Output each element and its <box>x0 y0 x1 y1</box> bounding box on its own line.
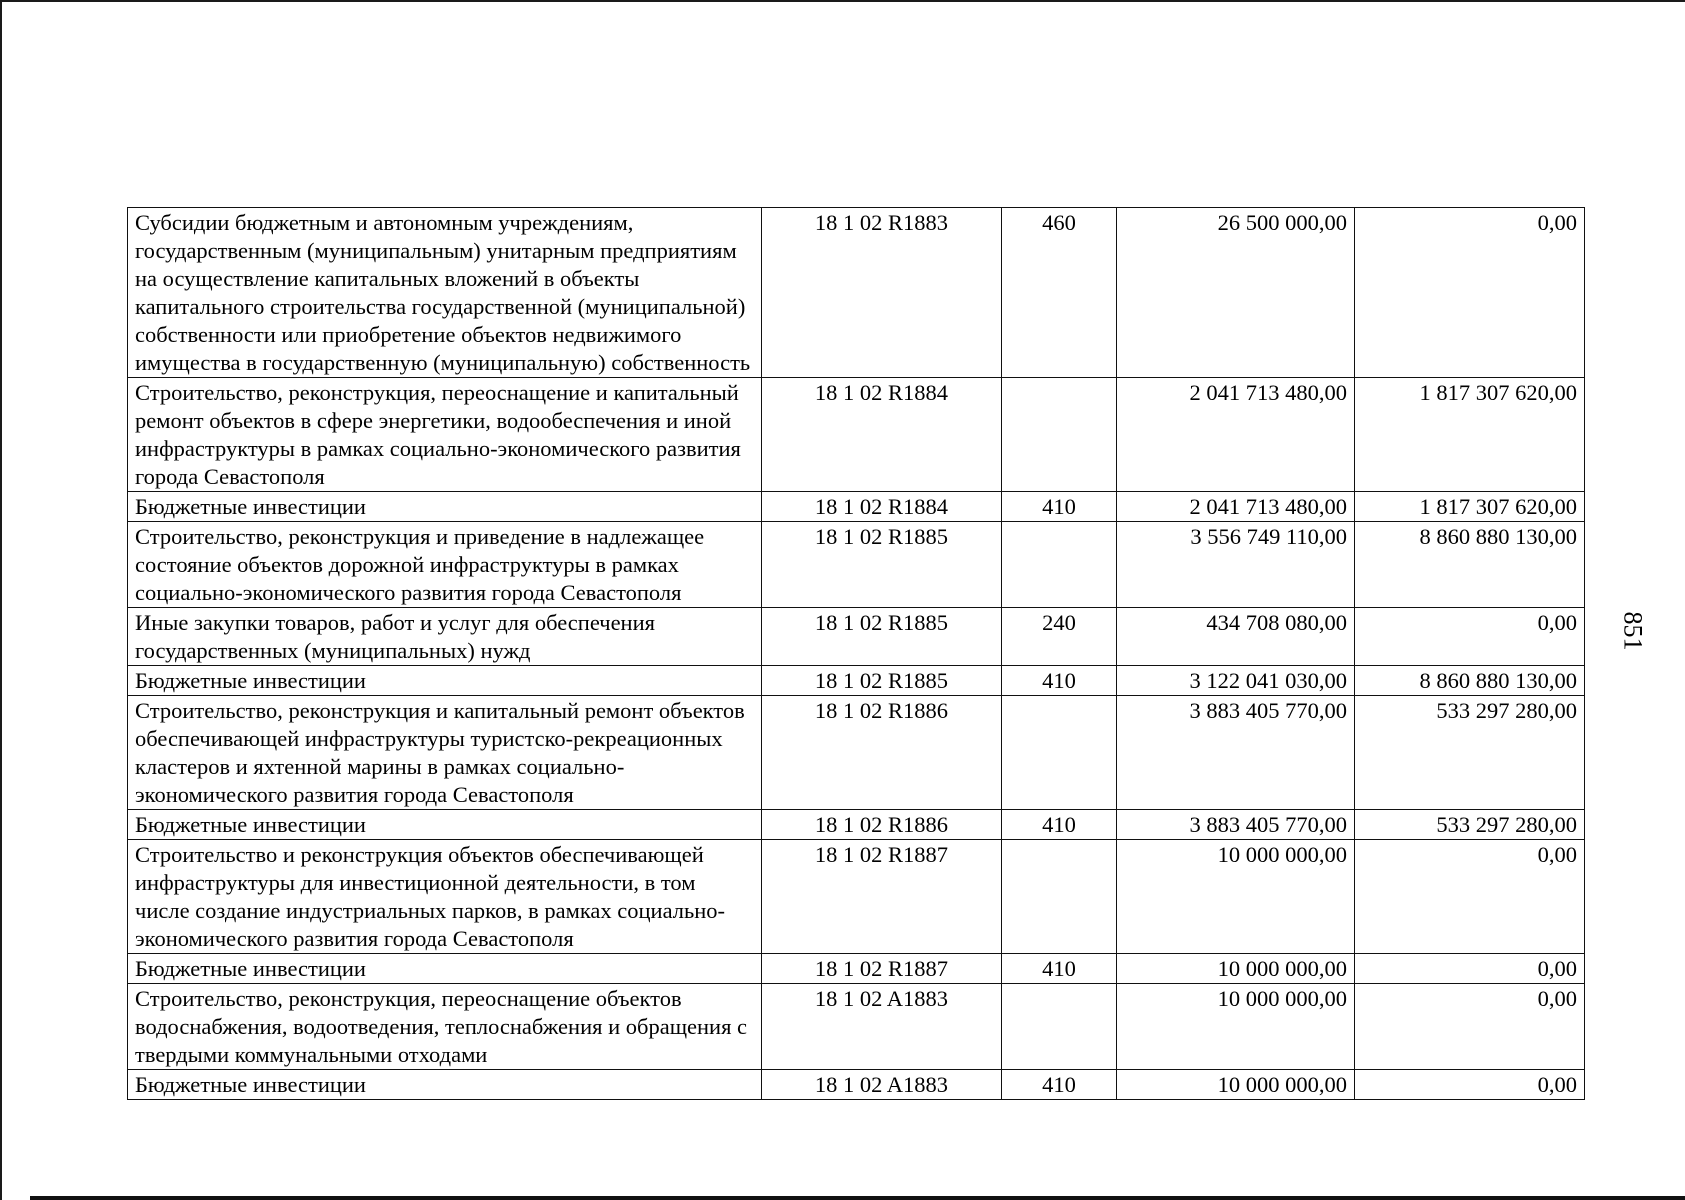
amount-year1-cell: 10 000 000,00 <box>1117 954 1355 984</box>
amount-year1-cell: 434 708 080,00 <box>1117 608 1355 666</box>
scan-edge-top <box>0 0 1685 2</box>
amount-year1-cell: 10 000 000,00 <box>1117 1070 1355 1100</box>
table-row <box>128 696 1585 810</box>
amount-year1-cell: 2 041 713 480,00 <box>1117 378 1355 492</box>
budget-allocation-table <box>127 207 1585 1100</box>
expenditure-name-cell: Строительство и реконструкция объектов обеспечивающей инфраструктуры для инвестиционной деятельности, в том числе создание индустриальных парков, в рамках социально-экономического развития города Севастополя <box>128 840 762 954</box>
expense-type-cell <box>1002 378 1117 492</box>
target-article-code-cell: 18 1 02 R1887 <box>762 840 1002 954</box>
table-row <box>128 608 1585 666</box>
target-article-code-cell: 18 1 02 A1883 <box>762 1070 1002 1100</box>
amount-year1-cell: 3 556 749 110,00 <box>1117 522 1355 608</box>
scan-edge-bottom <box>30 1196 1685 1200</box>
scan-edge-left <box>0 0 2 1200</box>
amount-year2-cell: 533 297 280,00 <box>1355 696 1585 810</box>
amount-year2-cell: 0,00 <box>1355 840 1585 954</box>
expense-type-cell: 410 <box>1002 954 1117 984</box>
table-row <box>128 840 1585 954</box>
amount-year2-cell: 0,00 <box>1355 608 1585 666</box>
target-article-code-cell: 18 1 02 R1885 <box>762 666 1002 696</box>
amount-year1-cell: 10 000 000,00 <box>1117 984 1355 1070</box>
expenditure-name-cell: Бюджетные инвестиции <box>128 810 762 840</box>
amount-year1-cell: 3 883 405 770,00 <box>1117 696 1355 810</box>
expense-type-cell: 240 <box>1002 608 1117 666</box>
amount-year2-cell: 1 817 307 620,00 <box>1355 492 1585 522</box>
target-article-code-cell: 18 1 02 R1887 <box>762 954 1002 984</box>
expense-type-cell <box>1002 522 1117 608</box>
table-row <box>128 810 1585 840</box>
expenditure-name-cell: Бюджетные инвестиции <box>128 666 762 696</box>
target-article-code-cell: 18 1 02 R1883 <box>762 208 1002 378</box>
table-row <box>128 666 1585 696</box>
target-article-code-cell: 18 1 02 R1884 <box>762 378 1002 492</box>
expense-type-cell: 410 <box>1002 1070 1117 1100</box>
page-number: 851 <box>1618 611 1648 651</box>
amount-year2-cell: 0,00 <box>1355 1070 1585 1100</box>
expense-type-cell: 410 <box>1002 666 1117 696</box>
table-row <box>128 984 1585 1070</box>
target-article-code-cell: 18 1 02 R1886 <box>762 810 1002 840</box>
target-article-code-cell: 18 1 02 R1884 <box>762 492 1002 522</box>
expense-type-cell <box>1002 696 1117 810</box>
expense-type-cell <box>1002 984 1117 1070</box>
amount-year1-cell: 26 500 000,00 <box>1117 208 1355 378</box>
amount-year1-cell: 10 000 000,00 <box>1117 840 1355 954</box>
expenditure-name-cell: Субсидии бюджетным и автономным учреждениям, государственным (муниципальным) унитарным предприятиям на осуществление капитальных вложений в объекты капитального строительства государственной (муниципальной) собственности или приобретение объектов недвижимого имущества в государственную (муниципальную) собственность <box>128 208 762 378</box>
amount-year1-cell: 3 883 405 770,00 <box>1117 810 1355 840</box>
amount-year2-cell: 0,00 <box>1355 954 1585 984</box>
expenditure-name-cell: Бюджетные инвестиции <box>128 954 762 984</box>
target-article-code-cell: 18 1 02 R1886 <box>762 696 1002 810</box>
amount-year2-cell: 0,00 <box>1355 208 1585 378</box>
expenditure-name-cell: Строительство, реконструкция, переоснащение и капитальный ремонт объектов в сфере энергетики, водообеспечения и иной инфраструктуры в рамках социально-экономического развития города Севастополя <box>128 378 762 492</box>
table-row <box>128 954 1585 984</box>
amount-year2-cell: 1 817 307 620,00 <box>1355 378 1585 492</box>
expenditure-name-cell: Строительство, реконструкция и приведение в надлежащее состояние объектов дорожной инфраструктуры в рамках социально-экономического развития города Севастополя <box>128 522 762 608</box>
amount-year1-cell: 3 122 041 030,00 <box>1117 666 1355 696</box>
table-row <box>128 522 1585 608</box>
table-row <box>128 208 1585 378</box>
expenditure-name-cell: Иные закупки товаров, работ и услуг для обеспечения государственных (муниципальных) нужд <box>128 608 762 666</box>
expenditure-name-cell: Строительство, реконструкция и капитальный ремонт объектов обеспечивающей инфраструктуры туристско-рекреационных кластеров и яхтенной марины в рамках социально-экономического развития города Севастополя <box>128 696 762 810</box>
expenditure-name-cell: Бюджетные инвестиции <box>128 1070 762 1100</box>
target-article-code-cell: 18 1 02 R1885 <box>762 522 1002 608</box>
expense-type-cell <box>1002 840 1117 954</box>
expense-type-cell: 410 <box>1002 810 1117 840</box>
table-row <box>128 1070 1585 1100</box>
amount-year2-cell: 8 860 880 130,00 <box>1355 666 1585 696</box>
table-row <box>128 492 1585 522</box>
expenditure-name-cell: Бюджетные инвестиции <box>128 492 762 522</box>
amount-year1-cell: 2 041 713 480,00 <box>1117 492 1355 522</box>
amount-year2-cell: 533 297 280,00 <box>1355 810 1585 840</box>
target-article-code-cell: 18 1 02 A1883 <box>762 984 1002 1070</box>
target-article-code-cell: 18 1 02 R1885 <box>762 608 1002 666</box>
expenditure-name-cell: Строительство, реконструкция, переоснащение объектов водоснабжения, водоотведения, теплоснабжения и обращения с твердыми коммунальными отходами <box>128 984 762 1070</box>
amount-year2-cell: 0,00 <box>1355 984 1585 1070</box>
table-row <box>128 378 1585 492</box>
expense-type-cell: 410 <box>1002 492 1117 522</box>
amount-year2-cell: 8 860 880 130,00 <box>1355 522 1585 608</box>
expense-type-cell: 460 <box>1002 208 1117 378</box>
